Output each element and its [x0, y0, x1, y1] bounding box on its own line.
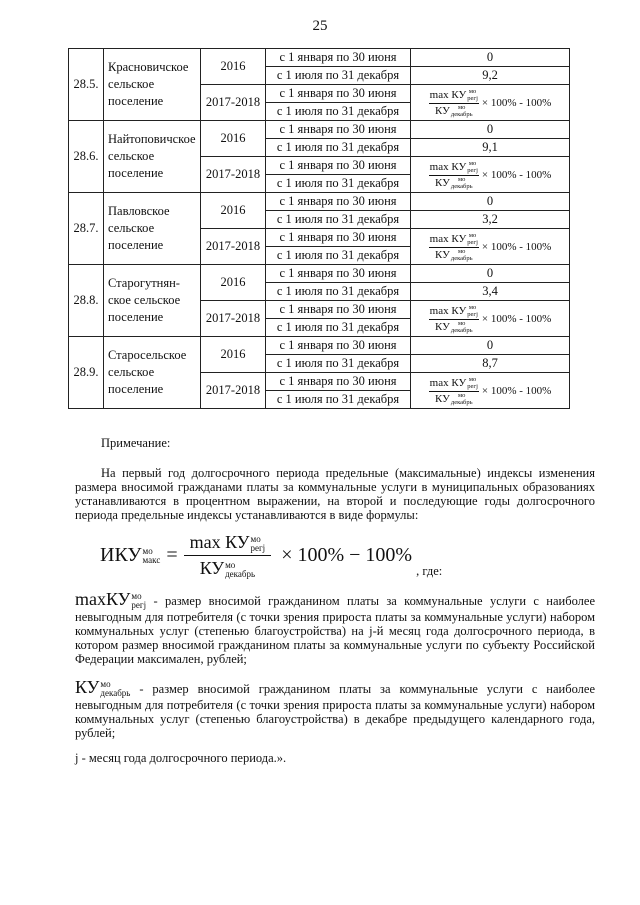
year-cell: 2017-2018	[201, 229, 266, 265]
period-cell: с 1 января по 30 июня	[266, 229, 411, 247]
paragraph-intro: На первый год долгосрочного периода предельные (максимальные) индексы изменения размера вносимой гражданами платы за коммунальные услуги в муниципальных образованиях устанавливаются в процентном выражении, на второй и последующие годы долгосрочного периода предельные индексы устанавливаются в виде формулы:	[75, 466, 595, 522]
period-cell: с 1 января по 30 июня	[266, 301, 411, 319]
year-cell: 2016	[201, 121, 266, 157]
year-cell: 2016	[201, 265, 266, 301]
period-cell: с 1 января по 30 июня	[266, 265, 411, 283]
row-number: 28.5.	[69, 49, 104, 121]
formula-where: , где:	[416, 564, 443, 578]
year-cell: 2016	[201, 49, 266, 85]
value-cell: 0	[411, 265, 570, 283]
formula-cell	[411, 85, 570, 121]
value-cell: 0	[411, 121, 570, 139]
definition-j: j - месяц года долгосрочного периода.».	[75, 751, 287, 765]
year-cell: 2017-2018	[201, 157, 266, 193]
table-row	[69, 265, 570, 283]
year-cell: 2016	[201, 337, 266, 373]
year-cell: 2017-2018	[201, 301, 266, 337]
table-row	[69, 337, 570, 355]
row-formula: max КУ мо регj КУ мо декабрь × 100% - 100%	[429, 160, 552, 190]
formula-cell	[411, 301, 570, 337]
row-number: 28.9.	[69, 337, 104, 409]
period-cell: с 1 января по 30 июня	[266, 193, 411, 211]
page-number: 25	[312, 18, 328, 34]
period-cell: с 1 июля по 31 декабря	[266, 139, 411, 157]
row-formula: max КУ мо регj КУ мо декабрь × 100% - 100%	[429, 232, 552, 262]
settlement-name: Старогутнян-ское сельское поселение	[104, 265, 201, 337]
settlement-name: Найтоповичское сельское поселение	[104, 121, 201, 193]
period-cell: с 1 января по 30 июня	[266, 157, 411, 175]
value-cell: 3,2	[411, 211, 570, 229]
year-cell: 2017-2018	[201, 373, 266, 409]
settlement-name: Красновичское сельское поселение	[104, 49, 201, 121]
period-cell: с 1 января по 30 июня	[266, 49, 411, 67]
indices-table	[68, 48, 570, 409]
year-cell: 2016	[201, 193, 266, 229]
value-cell: 0	[411, 337, 570, 355]
formula-lhs: ИКУ мо макс	[100, 544, 161, 566]
row-formula: max КУ мо регj КУ мо декабрь × 100% - 100%	[429, 376, 552, 406]
definition-december: КУ мо декабрь - размер вносимой гражданином платы за коммунальные услуги с наиболее невыгодным для потребителя (с точки зрения прироста платы за коммунальные услуги) набором коммунальных услуг (степенью благоустройства) в декабре предыдущего календарного года, рублей;	[75, 677, 595, 740]
table-row	[69, 193, 570, 211]
value-cell: 3,4	[411, 283, 570, 301]
formula-tail: × 100% − 100%	[281, 544, 413, 566]
period-cell: с 1 июля по 31 декабря	[266, 391, 411, 409]
row-number: 28.7.	[69, 193, 104, 265]
period-cell: с 1 июля по 31 декабря	[266, 67, 411, 85]
period-cell: с 1 июля по 31 декабря	[266, 355, 411, 373]
period-cell: с 1 июля по 31 декабря	[266, 211, 411, 229]
period-cell: с 1 января по 30 июня	[266, 373, 411, 391]
period-cell: с 1 января по 30 июня	[266, 85, 411, 103]
note-title: Примечание:	[101, 436, 171, 450]
period-cell: с 1 июля по 31 декабря	[266, 319, 411, 337]
value-cell: 9,1	[411, 139, 570, 157]
row-formula: max КУ мо регj КУ мо декабрь × 100% - 100%	[429, 304, 552, 334]
value-cell: 9,2	[411, 67, 570, 85]
formula-cell	[411, 229, 570, 265]
year-cell: 2017-2018	[201, 85, 266, 121]
period-cell: с 1 июля по 31 декабря	[266, 103, 411, 121]
formula-cell	[411, 373, 570, 409]
settlement-name: Павловское сельское поселение	[104, 193, 201, 265]
period-cell: с 1 июля по 31 декабря	[266, 283, 411, 301]
period-cell: с 1 июля по 31 декабря	[266, 175, 411, 193]
period-cell: с 1 января по 30 июня	[266, 337, 411, 355]
period-cell: с 1 июля по 31 декабря	[266, 247, 411, 265]
value-cell: 0	[411, 49, 570, 67]
table-row	[69, 49, 570, 67]
formula-fraction: max КУ мо регj КУ мо декабрь	[184, 532, 272, 579]
formula-cell	[411, 157, 570, 193]
value-cell: 0	[411, 193, 570, 211]
value-cell: 8,7	[411, 355, 570, 373]
formula-equals: =	[166, 544, 178, 566]
row-formula: max КУ мо регj КУ мо декабрь × 100% - 100%	[429, 88, 552, 118]
main-formula	[100, 532, 442, 579]
row-number: 28.6.	[69, 121, 104, 193]
period-cell: с 1 января по 30 июня	[266, 121, 411, 139]
table-row	[69, 121, 570, 139]
row-number: 28.8.	[69, 265, 104, 337]
definition-max: maxКУ мо регj - размер вносимой гражданином платы за коммунальные услуги с наиболее невыгодным для потребителя (с точки зрения прироста платы за коммунальные услуги) набором коммунальных услуг (степенью благоустройства) на j-й месяц года долгосрочного периода, в котором размер вносимой гражданином платы за коммунальные услуги по субъекту Российской Федерации максимален, рублей;	[75, 589, 596, 666]
settlement-name: Старосельское сельское поселение	[104, 337, 201, 409]
